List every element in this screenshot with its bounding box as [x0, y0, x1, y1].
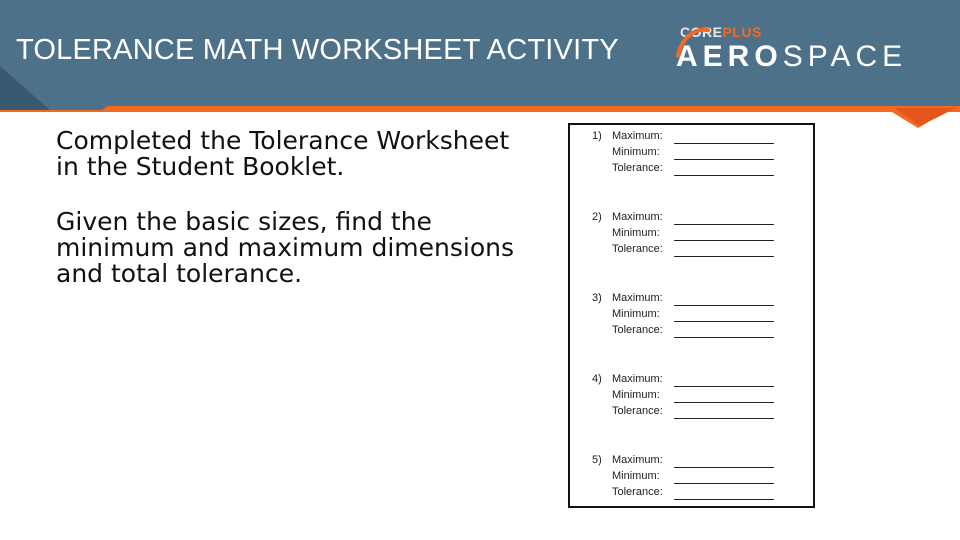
- answer-blank: [674, 256, 774, 257]
- answer-blank: [674, 499, 774, 500]
- worksheet-label: Tolerance:: [612, 324, 663, 336]
- answer-blank: [674, 321, 774, 322]
- answer-blank: [674, 240, 774, 241]
- answer-blank: [674, 467, 774, 468]
- answer-blank: [674, 402, 774, 403]
- worksheet-item-number: 1): [592, 130, 602, 142]
- instructions-text: [56, 128, 536, 316]
- worksheet-label: Minimum:: [612, 308, 660, 320]
- worksheet-label: Maximum:: [612, 130, 663, 142]
- worksheet-label: Minimum:: [612, 389, 660, 401]
- coreplus-aerospace-logo: [672, 22, 942, 78]
- worksheet-label: Tolerance:: [612, 405, 663, 417]
- title-banner: [0, 0, 960, 130]
- worksheet-item-number: 2): [592, 211, 602, 223]
- worksheet-label: Minimum:: [612, 227, 660, 239]
- answer-blank: [674, 224, 774, 225]
- worksheet-label: Maximum:: [612, 373, 663, 385]
- worksheet-label: Maximum:: [612, 454, 663, 466]
- page-title: TOLERANCE MATH WORKSHEET ACTIVITY: [16, 34, 619, 66]
- instruction-paragraph-2: Given the basic sizes, find the minimum and maximum dimensions and total tolerance.: [56, 207, 515, 288]
- answer-blank: [674, 418, 774, 419]
- worksheet-item-number: 5): [592, 454, 602, 466]
- logo-swoosh-icon: [672, 22, 712, 62]
- worksheet-label: Tolerance:: [612, 243, 663, 255]
- worksheet-label: Minimum:: [612, 470, 660, 482]
- tolerance-worksheet-image: [568, 123, 815, 508]
- answer-blank: [674, 386, 774, 387]
- worksheet-label: Tolerance:: [612, 162, 663, 174]
- worksheet-label: Minimum:: [612, 146, 660, 158]
- logo-main-text: AEROSPACE: [676, 40, 908, 73]
- answer-blank: [674, 143, 774, 144]
- answer-blank: [674, 483, 774, 484]
- worksheet-label: Maximum:: [612, 292, 663, 304]
- worksheet-item-number: 3): [592, 292, 602, 304]
- answer-blank: [674, 337, 774, 338]
- answer-blank: [674, 175, 774, 176]
- worksheet-item-number: 4): [592, 373, 602, 385]
- logo-top-text: COREPLUS: [680, 24, 762, 40]
- instruction-paragraph-1: Completed the Tolerance Worksheet in the Student Booklet.: [56, 126, 510, 181]
- answer-blank: [674, 159, 774, 160]
- answer-blank: [674, 305, 774, 306]
- worksheet-label: Tolerance:: [612, 486, 663, 498]
- worksheet-label: Maximum:: [612, 211, 663, 223]
